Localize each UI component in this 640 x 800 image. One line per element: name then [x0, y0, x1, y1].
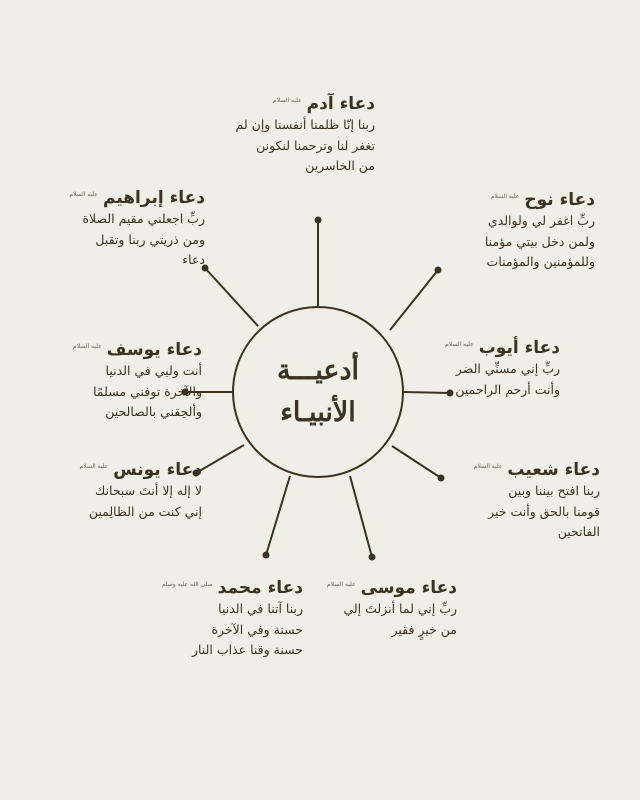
card-musa-line-1: ربِّ إني لما أنزلتَ إلي	[343, 601, 457, 617]
spoke-dot-musa	[369, 554, 376, 561]
card-ibrahim-head	[69, 188, 205, 209]
card-yusuf-title: دعاء يوسف	[106, 340, 202, 360]
card-yunus-line-1: لا إله إلا أنتَ سبحانك	[95, 483, 202, 499]
card-nuh-line-2: ولمن دخل بيتي مؤمنا	[484, 233, 595, 249]
card-yusuf-line-1: أنت وليي في الدنيا	[105, 363, 202, 379]
card-ayyub-head	[445, 338, 560, 359]
card-shuayb-honorific: عليه السلام	[473, 463, 503, 470]
spoke-musa	[350, 476, 372, 557]
card-ayyub-honorific: عليه السلام	[445, 341, 474, 348]
card-yunus-line-2: إني كنت من الظالِمين	[88, 503, 202, 519]
spoke-ibrahim	[205, 268, 258, 326]
center-circle	[232, 306, 404, 478]
card-musa-title: دعاء موسى	[360, 578, 457, 598]
card-nuh	[485, 190, 595, 272]
card-musa-honorific: عليه السلام	[326, 581, 356, 588]
card-shuayb-title: دعاء شعيب	[507, 460, 600, 480]
card-yunus-head	[80, 460, 202, 481]
card-muhammad-honorific: صلى الله عليه وسلم	[161, 581, 213, 588]
card-ibrahim-line-3: دعاء	[182, 251, 205, 267]
card-adam-line-3: من الخاسرين	[305, 157, 375, 173]
card-muhammad-line-1: ربنا آتنا في الدنيا	[218, 601, 303, 617]
card-ayyub-line-1: ربِّ إني مسنِّي الضر	[455, 361, 560, 377]
card-muhammad-line-2: حسنة وفي الآخرة	[211, 621, 303, 637]
card-yusuf-line-3: وألحِقني بالصالحين	[105, 403, 202, 419]
card-yunus	[80, 460, 202, 522]
card-ayyub	[445, 338, 560, 400]
card-musa-line-2: من خيرٍ فقير	[391, 621, 457, 637]
card-muhammad	[162, 578, 303, 660]
card-yusuf	[73, 340, 202, 422]
card-muhammad-title: دعاء محمد	[217, 578, 303, 598]
card-nuh-title: دعاء نوح	[524, 190, 595, 210]
card-ibrahim-line-1: ربِّ اجعلني مقيم الصلاة	[82, 211, 205, 227]
card-muhammad-head	[162, 578, 303, 599]
card-musa-head	[327, 578, 457, 599]
card-adam-line-2: تغفر لنا وترحمنا لنكونن	[256, 137, 375, 153]
card-nuh-head	[485, 190, 595, 211]
card-nuh-line-1: ربِّ اغفر لي ولوالدي	[487, 213, 595, 229]
card-shuayb-line-1: ربنا افتح بيننا وبين	[508, 483, 600, 499]
spoke-nuh	[390, 270, 438, 330]
card-adam-line-1: ربنا إنّا ظلمنا أنفسنا وإن لم	[235, 117, 375, 133]
card-ibrahim-title: دعاء إبراهيم	[103, 188, 205, 208]
card-adam-honorific: عليه السلام	[273, 97, 302, 104]
center-title-line-2: الأنبيـاء	[280, 397, 356, 428]
card-yunus-title: دعاء يونس	[113, 460, 202, 480]
card-adam-title: دعاء آدم	[306, 94, 375, 114]
card-ayyub-title: دعاء أيوب	[478, 338, 560, 358]
card-musa	[327, 578, 457, 640]
spoke-dot-shuayb	[438, 475, 445, 482]
card-yusuf-head	[73, 340, 202, 361]
spoke-muhammad	[266, 476, 290, 555]
card-yusuf-honorific: عليه السلام	[73, 343, 102, 350]
spoke-yunus	[196, 445, 244, 473]
card-yunus-honorific: عليه السلام	[79, 463, 109, 470]
card-nuh-honorific: عليه السلام	[490, 193, 520, 200]
card-shuayb-head	[474, 460, 600, 481]
spoke-dot-muhammad	[263, 552, 270, 559]
spoke-ayyub	[404, 392, 450, 393]
card-ayyub-line-2: وأنت أرحم الراحمين	[455, 381, 560, 397]
spoke-dot-nuh	[435, 267, 442, 274]
spoke-dot-adam	[315, 217, 322, 224]
card-shuayb-line-2: قومنا بالحق وأنت خير	[488, 503, 600, 519]
card-adam	[236, 94, 375, 176]
card-yusuf-line-2: والآخرة توفني مسلمًا	[93, 383, 202, 399]
spoke-shuayb	[392, 446, 441, 478]
card-ibrahim-line-2: ومن ذريتي ربنا وتقبل	[95, 231, 205, 247]
center-title-line-1: أدعيـــة	[277, 355, 359, 387]
card-shuayb-line-3: الفاتحين	[557, 523, 600, 539]
card-ibrahim	[69, 188, 205, 270]
card-ibrahim-honorific: عليه السلام	[69, 191, 98, 198]
card-shuayb	[474, 460, 600, 542]
card-adam-head	[236, 94, 375, 115]
card-nuh-line-3: وللمؤمنين والمؤمنات	[486, 253, 595, 269]
card-muhammad-line-3: حسنة وقنا عذاب النار	[191, 641, 303, 657]
